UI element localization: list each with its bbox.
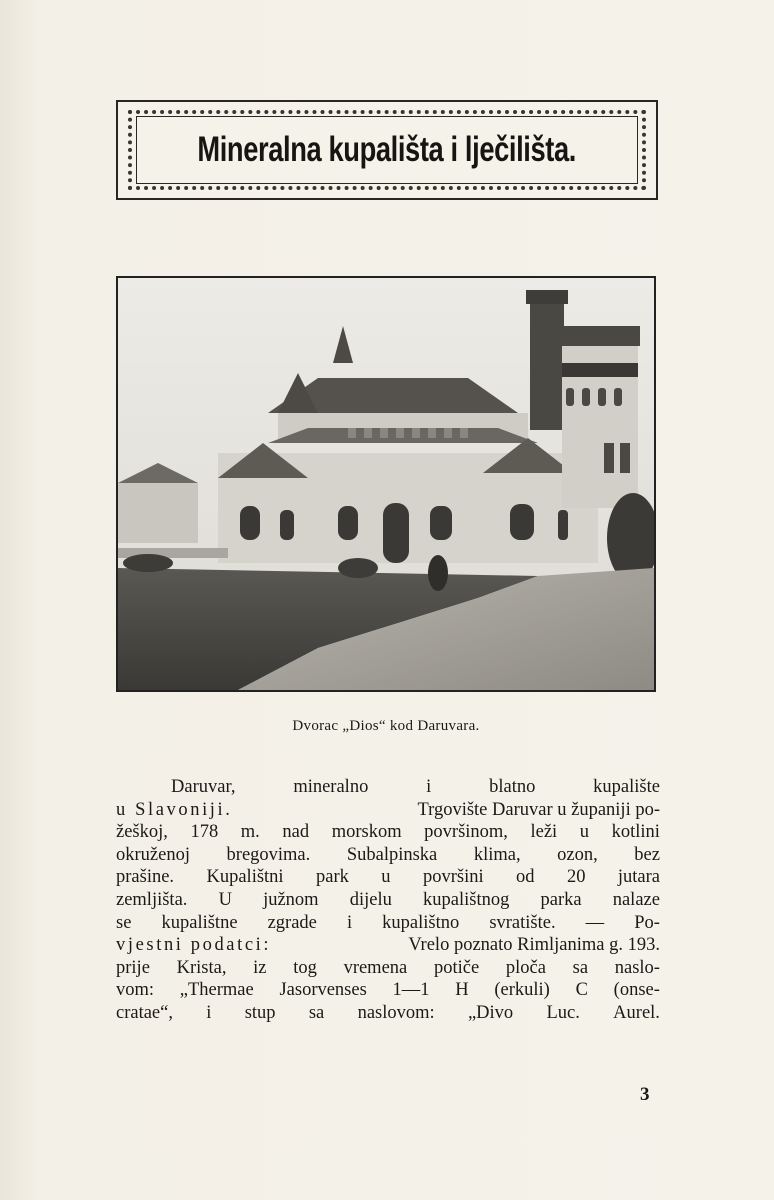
line-text: prašine. Kupalištni park u površini od 20 jutara <box>116 867 660 888</box>
line-text: okruženoj bregovima. Subalpinska klima, ozon, bez <box>116 844 660 865</box>
line-text: prije Krista, iz tog vremena potiče ploča sa naslo- <box>116 957 660 978</box>
line-text: se kupalištne zgrade i kupalištno svratište. — Po- <box>116 912 660 933</box>
text-line-7 <box>116 912 660 935</box>
line-text: Vrelo poznato Rimljanima g. 193. <box>408 935 660 956</box>
text-line-2 <box>116 799 660 822</box>
text-line-10 <box>116 979 660 1002</box>
page-title: Mineralna kupališta i lječilišta. <box>197 130 577 169</box>
line-text: žeškoj, 178 m. nad morskom površinom, leži u kotlini <box>116 822 660 843</box>
body-paragraph <box>116 776 660 1025</box>
text-line-4 <box>116 844 660 867</box>
line-text: vom: „Thermae Jasorvenses 1—1 H (erkuli) C (onse- <box>116 980 660 1001</box>
text-line-1: Daruvar, mineralno i blatno kupalište <box>171 777 660 797</box>
line-text: Trgovište Daruvar u županiji po- <box>417 799 660 820</box>
text-line-5 <box>116 866 660 889</box>
spaced-text: vjestni podatci: <box>116 935 272 956</box>
text-line-8 <box>116 934 660 957</box>
page-number: 3 <box>640 1084 650 1105</box>
line-text: zemljišta. U južnom dijelu kupalištnog parka nalaze <box>116 889 660 910</box>
text-line-9 <box>116 957 660 980</box>
line-text: cratae“, i stup sa naslovom: „Divo Luc. Aurel. <box>116 1002 660 1023</box>
text-line-11 <box>116 1002 660 1025</box>
text-line-6 <box>116 889 660 912</box>
title-frame <box>116 100 658 200</box>
spaced-text: u Slavoniji. <box>116 799 233 820</box>
castle-photograph <box>116 276 656 692</box>
photo-caption: Dvorac „Dios“ kod Daruvara. <box>292 718 480 734</box>
text-line-3 <box>116 821 660 844</box>
